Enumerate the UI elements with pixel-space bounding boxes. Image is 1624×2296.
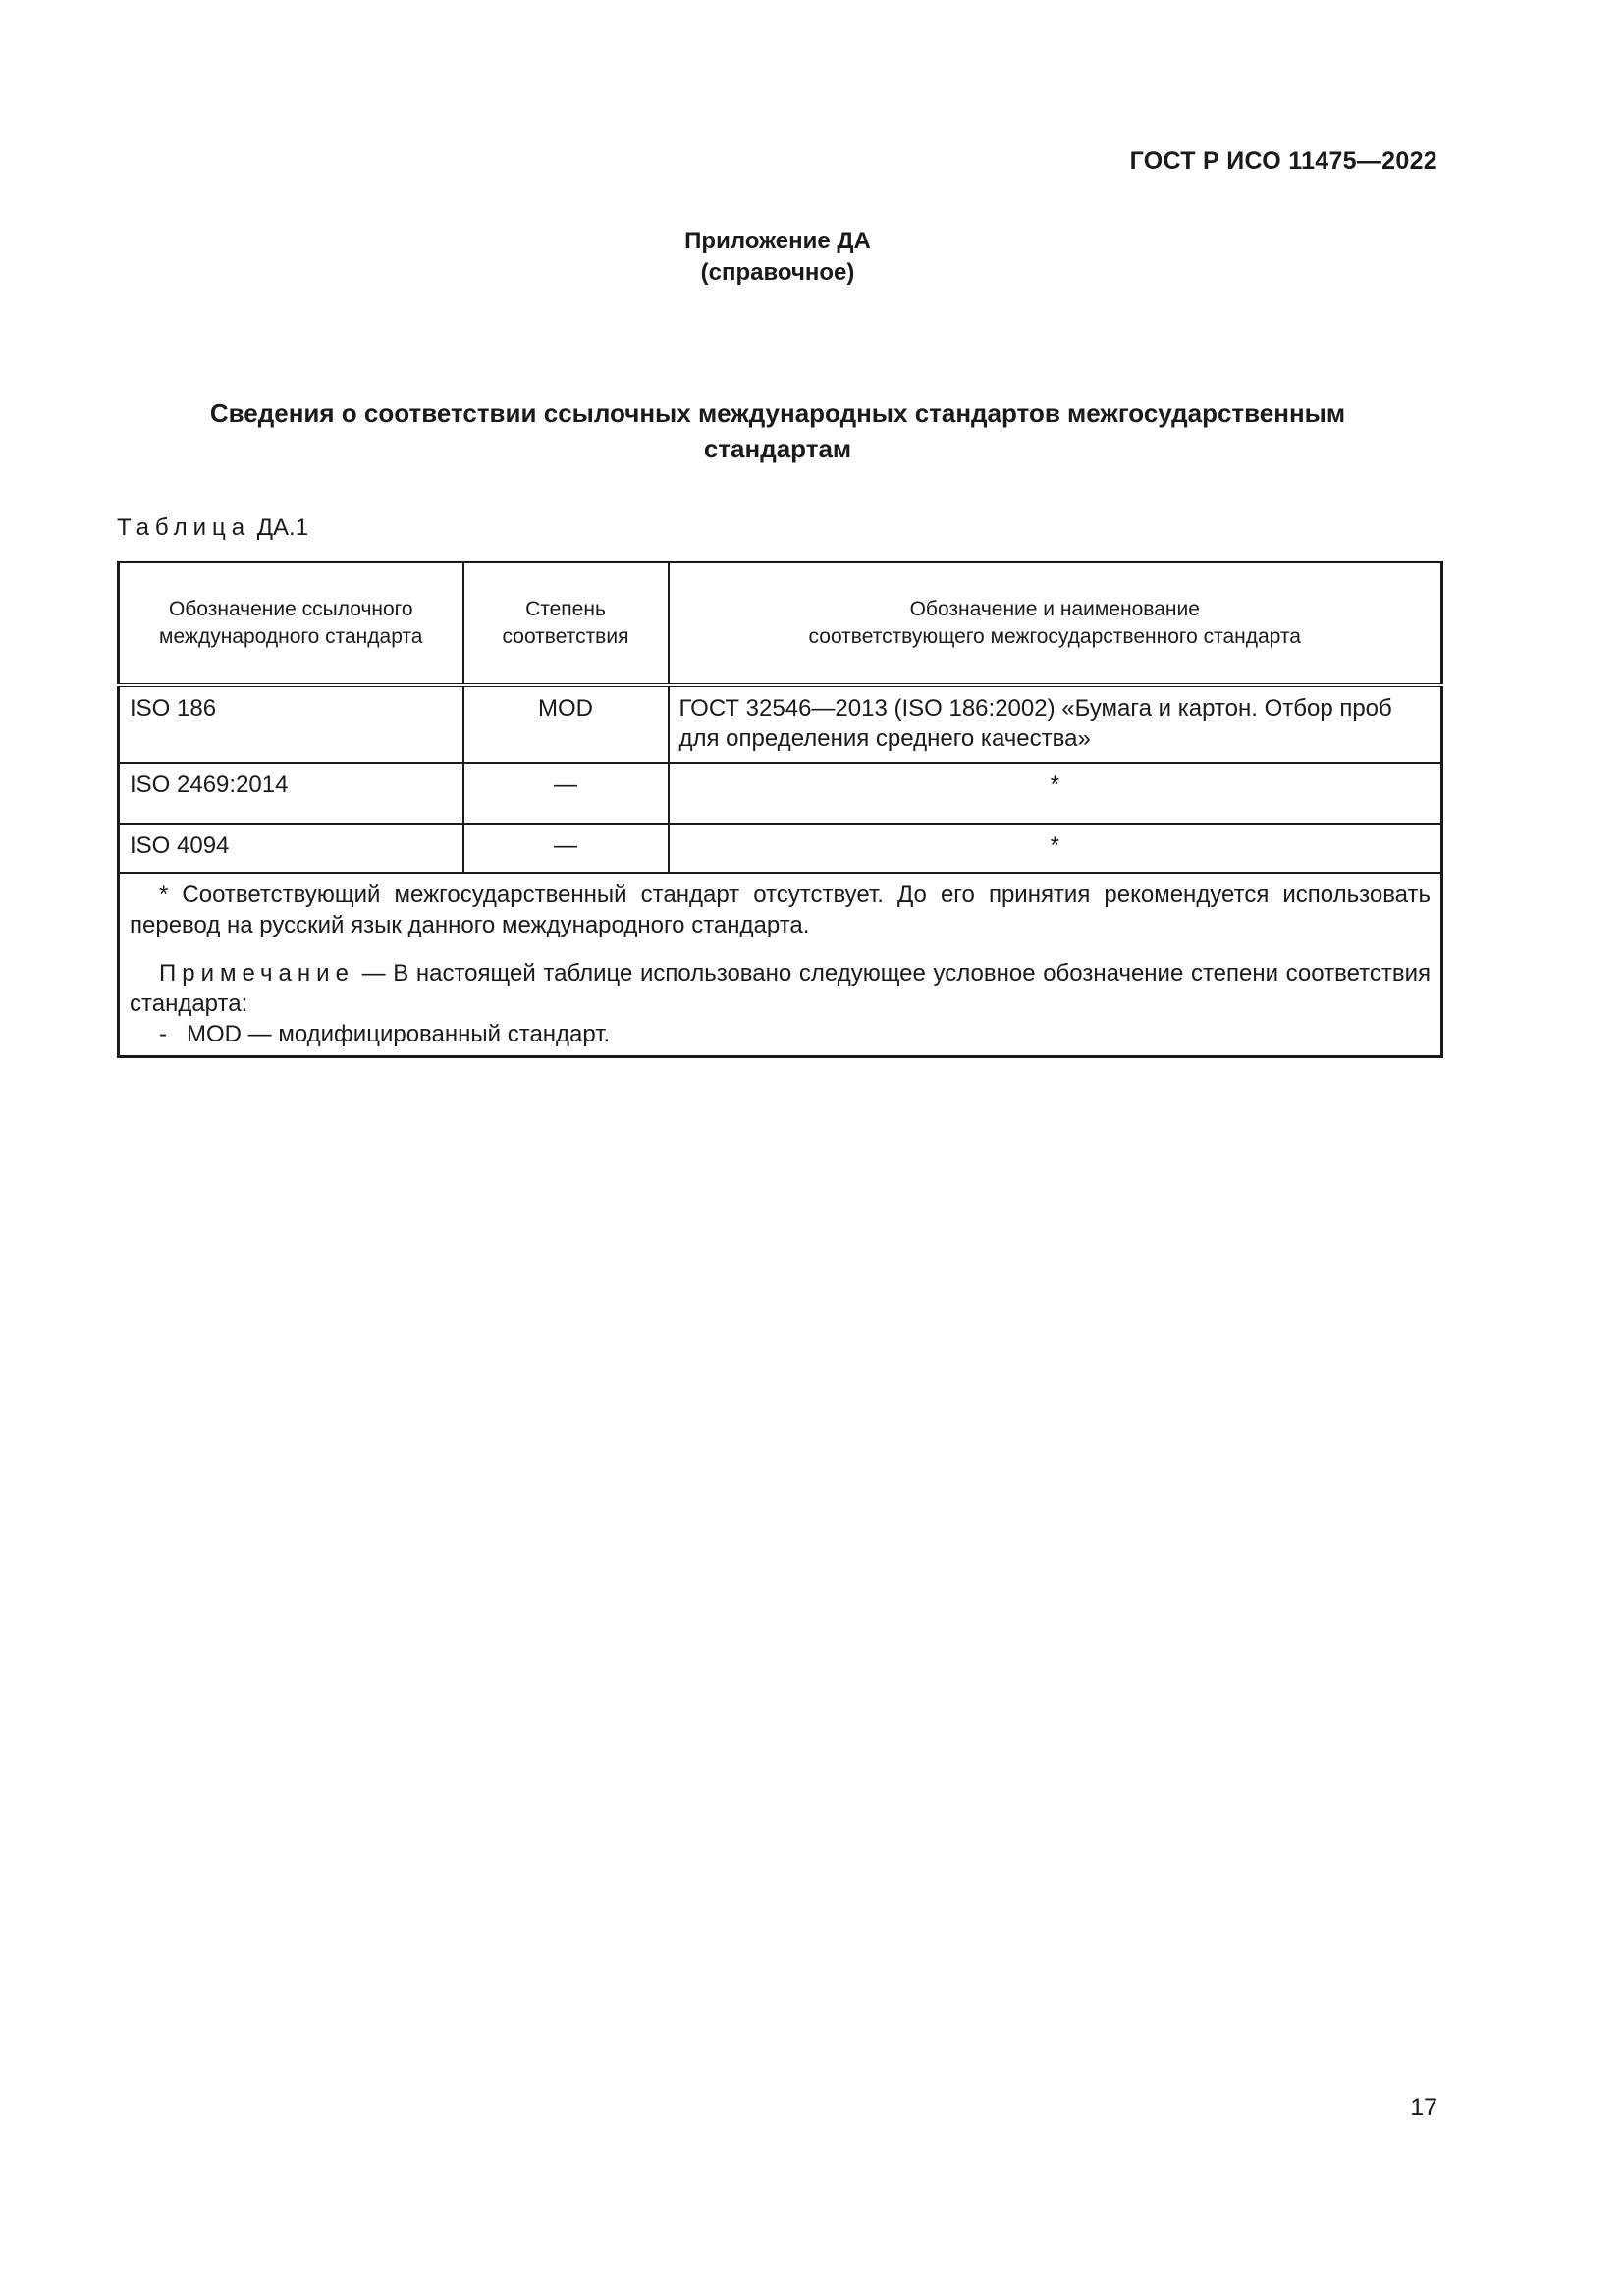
header-ref-standard: [119, 562, 463, 686]
appendix-title: Приложение ДА: [684, 228, 871, 254]
header-national-line1: Обозначение и наименование: [909, 598, 1200, 620]
cell-ref: ISO 4094: [119, 824, 463, 873]
appendix-heading: [0, 226, 1555, 289]
page-number: 17: [1410, 2094, 1437, 2121]
cell-national: ГОСТ 32546—2013 (ISO 186:2002) «Бумага и картон. Отбор проб для определения среднего качества»: [669, 685, 1442, 763]
cell-ref: ISO 2469:2014: [119, 763, 463, 824]
cell-national: *: [669, 763, 1442, 824]
header-ref-line2: международного стандарта: [159, 625, 423, 648]
section-title: [137, 396, 1418, 466]
header-degree-line2: соответствия: [502, 625, 629, 648]
table-footer-row: [119, 873, 1442, 1057]
section-title-line2: стандартам: [703, 434, 852, 463]
table-footnote: * Соответствующий межгосударственный стандарт отсутствует. До его принятия рекомендуется использовать перевод на русский язык данного международного стандарта.: [130, 881, 1431, 938]
cell-degree: —: [463, 824, 669, 873]
header-degree-line1: Степень: [525, 598, 606, 620]
table-note: [130, 958, 1431, 1019]
cell-national: *: [669, 824, 1442, 873]
table-row: [119, 824, 1442, 873]
table-row: [119, 763, 1442, 824]
table-footer-cell: [119, 873, 1442, 1057]
note-text: — В настоящей таблице использовано следующее условное обозначение степени соответствия стандарта:: [130, 960, 1431, 1017]
table-header-row: [119, 562, 1442, 686]
header-national-line2: соответствующего межгосударственного стандарта: [808, 625, 1301, 648]
standards-table: [117, 561, 1443, 1058]
cell-degree: —: [463, 763, 669, 824]
document-id: ГОСТ Р ИСО 11475—2022: [1129, 147, 1437, 175]
header-degree: [463, 562, 669, 686]
cell-degree: MOD: [463, 685, 669, 763]
note-label: Примечание: [159, 960, 354, 987]
header-national-standard: [669, 562, 1442, 686]
appendix-type: (справочное): [700, 259, 855, 286]
table-label: [117, 514, 308, 542]
cell-ref: ISO 186: [119, 685, 463, 763]
table-label-number: ДА.1: [256, 514, 309, 541]
section-title-line1: Сведения о соответствии ссылочных международных стандартов межгосударственным: [209, 399, 1346, 428]
table-label-word: Таблица: [117, 514, 251, 541]
table-row: [119, 685, 1442, 763]
note-list-item: - MOD — модифицированный стандарт.: [159, 1021, 611, 1047]
header-ref-line1: Обозначение ссылочного: [168, 598, 413, 620]
